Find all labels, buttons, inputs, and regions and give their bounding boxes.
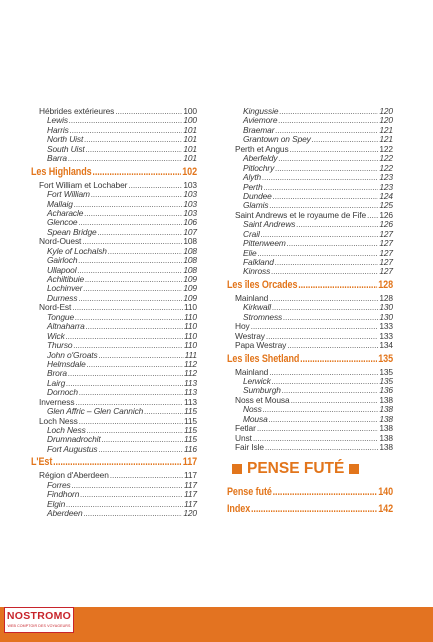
pense-fute-entries [227, 484, 393, 518]
toc-entry-label: Crail [243, 228, 260, 239]
toc-entry-label: Kinross [243, 266, 271, 277]
toc-entry-label: Noss et Mousa [235, 394, 290, 405]
toc-entry[interactable] [227, 313, 393, 322]
toc-entry[interactable] [31, 509, 197, 518]
toc-entry-label: Saint Andrews [243, 219, 296, 230]
dot-leader [85, 275, 182, 284]
square-bullet-icon [232, 464, 242, 474]
toc-entry-label: Barra [47, 153, 67, 164]
dot-leader [278, 116, 378, 125]
toc-entry-label: Perth [243, 181, 263, 192]
toc-page-number: 108 [183, 255, 197, 266]
dot-leader [84, 509, 183, 518]
toc-entry-label: Acharacle [47, 207, 84, 218]
dot-leader [300, 351, 377, 368]
dot-leader [367, 211, 378, 220]
dot-leader [312, 135, 379, 144]
dot-leader [265, 443, 378, 452]
toc-entry-label: Fetlar [235, 423, 256, 434]
toc-entry-label: Pittenweem [243, 238, 286, 249]
dot-leader [74, 200, 182, 209]
toc-entry-label: Mainland [235, 366, 269, 377]
dot-leader [279, 107, 378, 116]
pense-fute-title: PENSE FUTÉ [247, 460, 345, 478]
toc-page-number: 125 [379, 200, 393, 211]
toc-entry-label: John o'Groats [47, 349, 98, 360]
toc-entry-label: Altnaharra [47, 321, 85, 332]
toc-entry[interactable] [31, 445, 197, 454]
toc-page-number: 121 [379, 134, 393, 145]
toc-page-number: 123 [379, 181, 393, 192]
toc-page-number: 103 [183, 207, 197, 218]
toc-page-number: 115 [183, 434, 197, 445]
toc-page-number: 117 [183, 479, 197, 490]
dot-leader [144, 407, 183, 416]
toc-page-number: 101 [183, 143, 197, 154]
toc-entry-label: Westray [235, 330, 265, 341]
toc-entry-label: Hébrides extérieures [39, 106, 115, 116]
toc-page-number: 108 [183, 264, 197, 275]
dot-leader [251, 501, 377, 518]
toc-page-number: 116 [183, 443, 197, 454]
toc-entry-label: Alyth [243, 172, 262, 183]
dot-leader [269, 368, 378, 377]
dot-leader [253, 434, 378, 443]
toc-page-number: 138 [379, 423, 393, 434]
dot-leader [72, 303, 183, 312]
toc-entry-label: Index [227, 503, 251, 516]
dot-leader [87, 426, 183, 435]
toc-page-number: 115 [183, 406, 197, 417]
toc-entry-label: Les îles Orcades [227, 278, 298, 291]
toc-page-number: 124 [379, 190, 393, 201]
toc-entry-label: Forres [47, 479, 71, 490]
toc-page-number: 117 [183, 489, 197, 500]
toc-page-number: 111 [184, 349, 197, 360]
toc-entry-label: Stromness [243, 311, 283, 322]
logo-tagline: WEB COMPTOIR DES VOYAGEURS [7, 624, 71, 628]
toc-entry-label: Findhorn [47, 489, 80, 500]
toc-page-number: 101 [183, 153, 197, 164]
dot-leader [70, 126, 183, 135]
dot-leader [296, 220, 378, 229]
dot-leader [275, 258, 378, 267]
dot-leader [66, 332, 183, 341]
toc-page-number: 117 [182, 456, 198, 469]
toc-page-number: 126 [379, 219, 393, 230]
toc-entry-label: Achiltibuie [47, 274, 85, 284]
toc-entry-label: Fort William et Lochaber [39, 179, 128, 190]
dot-leader [278, 154, 378, 163]
toc-entry-label: Dornoch [47, 387, 78, 398]
toc-entry-label: Gairloch [47, 255, 78, 266]
toc-page-number: 135 [378, 352, 394, 365]
dot-leader [275, 164, 378, 173]
toc-page-number: 133 [379, 330, 393, 341]
toc-page-number: 121 [379, 124, 393, 135]
logo-brand: NOSTROMO [6, 610, 72, 622]
dot-leader [291, 396, 379, 405]
toc-page-number: 101 [183, 134, 197, 145]
toc-entry-label: Loch Ness [47, 425, 86, 435]
toc-page-number: 110 [183, 330, 197, 341]
toc-page-number: 128 [378, 278, 394, 291]
toc-page-number: 126 [379, 209, 393, 220]
dot-leader [99, 351, 184, 360]
dot-leader [84, 135, 182, 144]
toc-page-number: 109 [183, 292, 197, 303]
toc-page-number: 103 [183, 189, 197, 200]
dot-leader [84, 209, 182, 218]
dot-leader [269, 415, 379, 424]
toc-section-entry[interactable] [227, 484, 393, 501]
toc-right-entries [227, 107, 393, 452]
toc-page-number: 107 [183, 226, 197, 237]
dot-leader [98, 228, 183, 237]
toc-entry[interactable] [31, 154, 197, 163]
toc-section-entry[interactable] [227, 277, 393, 294]
dot-leader [102, 435, 183, 444]
toc-entry-label: Pense futé [227, 486, 272, 499]
toc-page-number: 117 [183, 470, 197, 481]
toc-entry-label: Kirkwall [243, 302, 272, 313]
dot-leader [75, 313, 183, 322]
toc-entry-label: Aberfeldy [243, 153, 278, 164]
dot-leader [80, 490, 183, 499]
toc-entry-label: Sumburgh [243, 385, 281, 396]
toc-page-number: 101 [183, 124, 197, 135]
toc-page-number: 135 [379, 366, 393, 377]
toc-entry-label: Mousa [243, 413, 268, 424]
toc-page-number: 109 [183, 274, 197, 284]
dot-leader [77, 266, 182, 275]
toc-page-number: 100 [183, 115, 197, 126]
dot-leader [86, 322, 183, 331]
toc-entry-label: Harris [47, 124, 69, 135]
dot-leader [287, 341, 378, 350]
dot-leader [79, 388, 183, 397]
toc-entry-label: Aviemore [243, 115, 278, 126]
square-bullet-icon [349, 464, 359, 474]
toc-page-number: 123 [379, 172, 393, 183]
toc-page-number: 140 [378, 486, 394, 499]
toc-page-number: 110 [183, 321, 197, 332]
toc-entry-label: Dundee [243, 190, 272, 201]
toc-page-number: 110 [183, 311, 197, 322]
toc-entry-label: Tongue [47, 311, 75, 322]
toc-entry-label: Mainland [235, 292, 269, 303]
toc-page-number: 106 [183, 217, 197, 228]
dot-leader [79, 294, 183, 303]
toc-page-number: 108 [183, 236, 197, 247]
toc-entry-label: L'Est [31, 456, 53, 469]
toc-page-number: 120 [379, 115, 393, 126]
toc-page-number: 110 [183, 302, 197, 313]
toc-page-number: 120 [379, 106, 393, 116]
toc-entry-label: Unst [235, 432, 252, 443]
toc-entry-label: Fort Augustus [47, 443, 98, 454]
toc-entry-label: Durness [47, 292, 78, 303]
toc-entry-label: Elgin [47, 498, 66, 509]
toc-page-number: 142 [378, 503, 394, 516]
toc-page-number: 112 [183, 368, 197, 379]
dot-leader [110, 471, 183, 480]
toc-page-number: 133 [379, 321, 393, 332]
dot-leader [86, 145, 183, 154]
toc-entry-label: Lerwick [243, 375, 271, 386]
toc-entry-label: Kyle of Lochalsh [47, 245, 107, 256]
toc-entry-label: South Uist [47, 143, 85, 154]
toc-page-number: 120 [183, 508, 197, 519]
toc-entry-label: Nord-Ouest [39, 236, 82, 247]
toc-page-number: 113 [183, 396, 197, 407]
toc-entry-label: Falkland [243, 257, 274, 267]
toc-page-number: 127 [379, 238, 393, 249]
toc-entry-label: Thurso [47, 340, 73, 351]
dot-leader [66, 500, 183, 509]
toc-page-number: 128 [379, 292, 393, 303]
dot-leader [66, 379, 183, 388]
toc-section-entry[interactable] [227, 501, 393, 518]
pense-fute-heading [227, 458, 393, 480]
toc-entry[interactable] [227, 443, 393, 452]
dot-leader [269, 294, 378, 303]
toc-right-column [227, 107, 393, 518]
dot-leader [68, 154, 182, 163]
toc-page-number: 103 [183, 179, 197, 190]
dot-leader [83, 284, 182, 293]
dot-leader [68, 369, 183, 378]
toc-page-number: 115 [183, 425, 197, 435]
toc-entry-label: Noss [243, 404, 262, 415]
toc-page-number: 138 [379, 432, 393, 443]
toc-entry-label: North Uist [47, 134, 84, 145]
toc-page-number: 122 [379, 143, 393, 154]
toc-page-number: 110 [183, 340, 197, 351]
toc-page-number: 135 [379, 375, 393, 386]
toc-entry-label: Hoy [235, 321, 250, 332]
toc-entry[interactable] [227, 267, 393, 276]
toc-section-entry[interactable] [31, 164, 197, 181]
toc-entry-label: Kingussie [243, 106, 279, 116]
dot-leader [87, 360, 183, 369]
toc-entry-label: Nord-Est [39, 302, 72, 313]
dot-leader [69, 116, 182, 125]
toc-entry-label: Lewis [47, 115, 68, 126]
dot-leader [53, 454, 182, 471]
toc-page-number: 127 [379, 247, 393, 258]
toc-entry-label: Drumnadrochit [47, 434, 101, 445]
toc-page-number: 113 [183, 387, 197, 398]
dot-leader [72, 481, 183, 490]
toc-entry-label: Glamis [243, 200, 269, 211]
toc-page-number: 127 [379, 228, 393, 239]
dot-leader [108, 247, 182, 256]
toc-entry-label: Glen Affric – Glen Cannich [47, 406, 144, 417]
toc-page-number: 100 [183, 106, 197, 116]
toc-left-column [31, 107, 197, 519]
dot-leader [251, 322, 379, 331]
toc-page-number: 103 [183, 198, 197, 209]
toc-entry-label: Glencoe [47, 217, 78, 228]
dot-leader [92, 164, 181, 181]
toc-page-number: 117 [183, 498, 197, 509]
toc-page-number: 108 [183, 245, 197, 256]
toc-page-number: 130 [379, 311, 393, 322]
toc-page-number: 138 [379, 413, 393, 424]
toc-entry-label: Brora [47, 368, 67, 379]
nostromo-logo [4, 607, 74, 633]
dot-leader [273, 192, 379, 201]
toc-page-number: 127 [379, 257, 393, 267]
toc-entry-label: Wick [47, 330, 65, 341]
toc-page-number: 127 [379, 266, 393, 277]
toc-entry-label: Papa Westray [235, 340, 287, 351]
toc-page-number: 112 [183, 358, 197, 369]
dot-leader [290, 145, 379, 154]
toc-entry-label: Ullapool [47, 264, 77, 275]
toc-entry-label: Lochinver [47, 283, 83, 294]
toc-page-number: 138 [379, 404, 393, 415]
dot-leader [273, 484, 378, 501]
toc-entry-label: Loch Ness [39, 415, 78, 426]
dot-leader [91, 190, 182, 199]
toc-page-number: 102 [182, 165, 198, 178]
dot-leader [79, 417, 183, 426]
toc-entry-label: Mallaig [47, 198, 73, 209]
dot-leader [283, 313, 378, 322]
toc-page-number: 113 [183, 377, 197, 388]
dot-leader [262, 173, 378, 182]
toc-entry-label: Grantown on Spey [243, 134, 311, 145]
toc-entry-label: Région d'Aberdeen [39, 470, 109, 481]
dot-leader [257, 424, 379, 433]
dot-leader [271, 267, 378, 276]
dot-leader [99, 445, 183, 454]
dot-leader [287, 239, 379, 248]
toc-entry-label: Perth et Angus [235, 143, 289, 154]
toc-entry-label: Pitlochry [243, 162, 275, 173]
toc-entry-label: Braemar [243, 124, 275, 135]
toc-entry-label: Lairg [47, 377, 66, 388]
dot-leader [272, 303, 378, 312]
toc-page-number: 130 [379, 302, 393, 313]
toc-entry-label: Helmsdale [47, 358, 86, 369]
dot-leader [128, 181, 182, 190]
toc-page-number: 122 [379, 153, 393, 164]
dot-leader [263, 405, 379, 414]
toc-page-number: 115 [183, 415, 197, 426]
toc-page-number: 134 [379, 340, 393, 351]
toc-page-number: 138 [379, 394, 393, 405]
toc-entry-label: Spean Bridge [47, 226, 97, 237]
toc-page-number: 122 [379, 162, 393, 173]
toc-entry-label: Les îles Shetland [227, 352, 300, 365]
dot-leader [115, 107, 182, 116]
toc-entry[interactable] [227, 341, 393, 350]
dot-leader [264, 183, 379, 192]
toc-page-number: 138 [379, 442, 393, 452]
dot-leader [78, 256, 182, 265]
dot-leader [272, 377, 379, 386]
toc-page-number: 136 [379, 385, 393, 396]
toc-entry-label: Elie [243, 247, 257, 258]
toc-entry-label: Aberdeen [47, 508, 83, 519]
toc-entry-label: Saint Andrews et le royaume de Fife [235, 209, 367, 220]
toc-page-number: 109 [183, 283, 197, 294]
toc-section-entry[interactable] [31, 454, 197, 471]
toc-entry-label: Fair Isle [235, 442, 264, 452]
dot-leader [298, 277, 377, 294]
dot-leader [282, 386, 378, 395]
toc-section-entry[interactable] [227, 351, 393, 368]
toc-entry-label: Les Highlands [31, 165, 92, 178]
toc-entry-label: Inverness [39, 396, 75, 407]
dot-leader [258, 249, 379, 258]
toc-entry-label: Fort William [47, 189, 90, 200]
